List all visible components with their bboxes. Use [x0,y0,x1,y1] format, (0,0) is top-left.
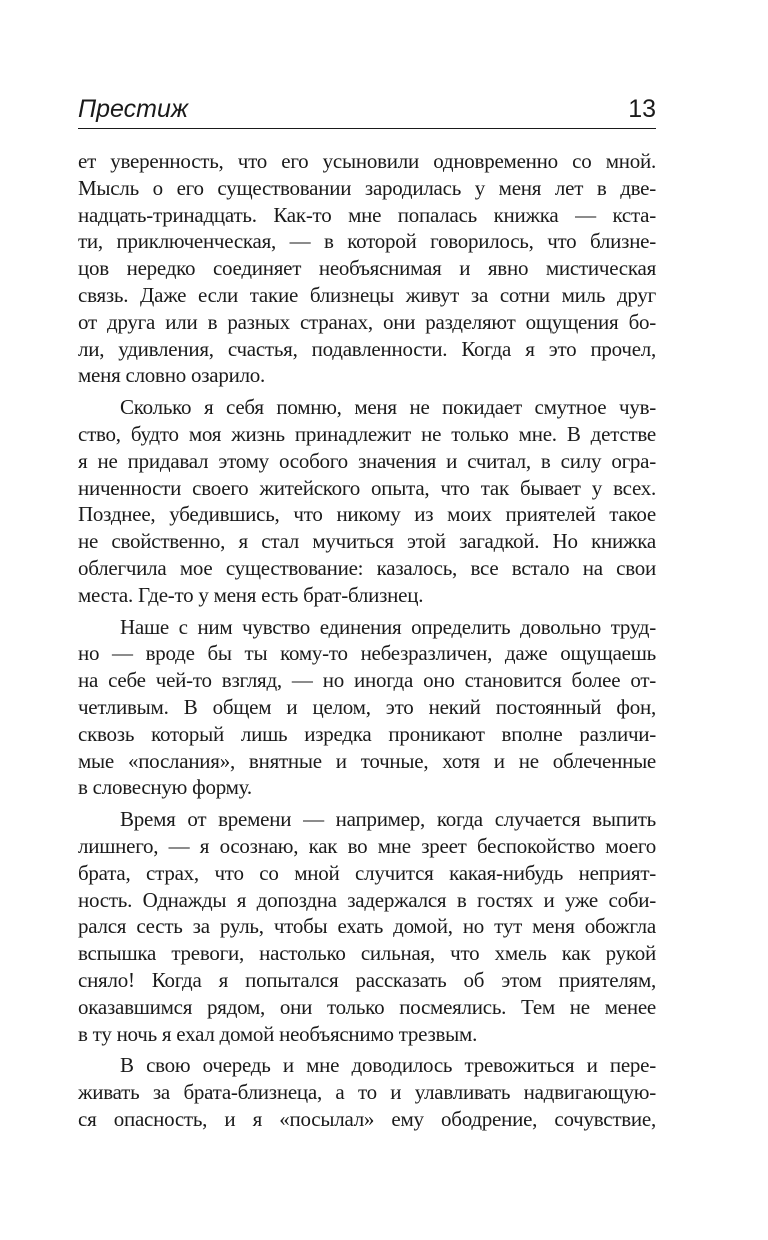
text-line: в ту ночь я ехал домой необъяснимо трезвым. [78,1021,478,1046]
text-line: на себе чей-то взгляд, — но иногда оно становится более от- [78,668,656,693]
text-line: облегчила мое существование: казалось, все встало на свои [78,555,656,580]
text-line: в словесную форму. [78,775,252,800]
text-line: оказавшимся рядом, они только посмеялись. Тем не менее [78,994,656,1019]
paragraph-3 [78,614,656,802]
text-line: сняло! Когда я попытался рассказать об этом приятелям, [78,967,656,992]
paragraph-2 [78,394,656,608]
text-line: цов нередко соединяет необъяснимая и явно мистическая [78,256,656,281]
text-line: Время от времени — например, когда случается выпить [120,807,656,832]
text-line: Наше с ним чувство единения определить довольно труд- [120,614,656,639]
running-title: Престиж [78,95,189,123]
text-line: В свою очередь и мне доводилось тревожиться и пере- [120,1053,656,1078]
text-line: места. Где-то у меня есть брат-близнец. [78,582,424,607]
text-line: лишнего, — я осознаю, как во мне зреет беспокойство моего [78,833,656,858]
text-line: ниченности своего житейского опыта, что так бывает у всех. [78,475,656,500]
text-line: живать за брата-близнеца, а то и улавливать надвигающую- [78,1080,656,1105]
running-header [78,92,656,129]
text-line: сквозь который лишь изредка проникают вполне различи- [78,721,656,746]
paragraph-4 [78,806,656,1047]
text-line: вспышка тревоги, настолько сильная, что хмель как рукой [78,941,656,966]
text-line: связь. Даже если такие близнецы живут за сотни миль друг [78,282,656,307]
text-line: брата, страх, что со мной случится какая-нибудь неприят- [78,860,656,885]
text-line: Сколько я себя помню, меня не покидает смутное чув- [120,395,656,420]
text-line: от друга или в разных странах, они разделяют ощущения бо- [78,309,656,334]
text-line: ет уверенность, что его усыновили одновременно со мной. [78,149,656,173]
text-line: мые «послания», внятные и точные, хотя и не облеченные [78,748,656,773]
text-line: ность. Однажды я допоздна задержался в гостях и уже соби- [78,887,656,912]
text-line: надцать-тринадцать. Как-то мне попалась книжка — кста- [78,202,656,227]
text-line: Мысль о его существовании зародилась у меня лет в две- [78,175,656,200]
paragraph-1 [78,148,656,389]
text-line: не свойственно, я стал мучиться этой загадкой. Но книжка [78,529,656,554]
text-line: ти, приключенческая, — в которой говорилось, что близне- [78,229,656,254]
page-number: 13 [628,95,656,123]
paragraph-5 [78,1052,656,1132]
text-line: четливым. В общем и целом, это некий постоянный фон, [78,694,656,719]
text-line: Позднее, убедившись, что никому из моих приятелей такое [78,502,656,527]
text-line: рался сесть за руль, чтобы ехать домой, но тут меня обожгла [78,914,656,939]
text-line: но — вроде бы ты кому-то небезразличен, даже ощущаешь [78,641,656,666]
text-line: ство, будто моя жизнь принадлежит не только мне. В детстве [78,421,656,446]
text-line: я не придавал этому особого значения и считал, в силу огра- [78,448,656,473]
body-text [78,148,656,1133]
text-line: меня словно озарило. [78,363,266,388]
text-line: ли, удивления, счастья, подавленности. Когда я это прочел, [78,336,656,361]
text-line: ся опасность, и я «посылал» ему ободрение, сочувствие, [78,1106,656,1131]
